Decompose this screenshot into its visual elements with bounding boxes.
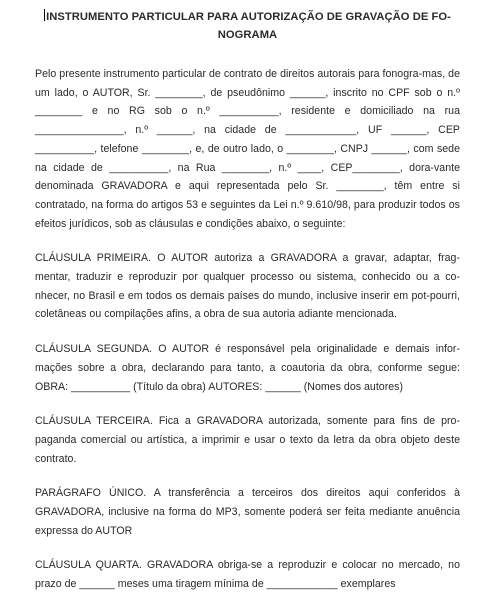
text-cursor bbox=[44, 9, 45, 21]
paragraph-clausula-terceira: CLÁUSULA TERCEIRA. Fica a GRAVADORA autorizada, somente para fins de pro-paganda comercial ou artística, a imprimir e usar o texto da letra da obra objeto deste contrato. bbox=[35, 415, 460, 465]
paragraph-clausula-primeira: CLÁUSULA PRIMEIRA. O AUTOR autoriza a GRAVADORA a gravar, adaptar, frag-mentar, traduzir e reproduzir por qualquer processo ou sistema, conhecido ou a co-nhecer, no Brasil e em todos os demais países do mundo, inclusive inserir em pot-pourri, coletâneas ou compilações afins, a obra de sua autoria adiante mencionada. bbox=[35, 252, 460, 321]
paragraph-clausula-segunda: CLÁUSULA SEGUNDA. O AUTOR é responsável pela originalidade e demais infor-mações sobre a obra, declarando para tanto, a coautoria da obra, conforme segue: OBRA: __________ (Título da obra) AUTORES: ______ (Nomes dos autores) bbox=[35, 343, 460, 393]
document-title-text: INSTRUMENTO PARTICULAR PARA AUTORIZAÇÃO DE GRAVAÇÃO DE FO-NOGRAMA bbox=[46, 11, 451, 41]
document-page bbox=[35, 8, 460, 610]
paragraph-paragrafo-unico: PARÁGRAFO ÚNICO. A transferência a terceiros dos direitos aqui conferidos à GRAVADORA, inclusive na forma do MP3, somente poderá ser feita mediante anuência expressa do AUTOR bbox=[35, 487, 460, 537]
paragraph-clausula-quarta: CLÁUSULA QUARTA. GRAVADORA obriga-se a reproduzir e colocar no mercado, no prazo de ______ meses uma tiragem mínima de ____________ exemplares bbox=[35, 559, 460, 591]
document-title bbox=[35, 8, 460, 44]
paragraph-preamble: Pelo presente instrumento particular de contrato de direitos autorais para fonogra-mas, de um lado, o AUTOR, Sr. ________, de pseudônimo ______, inscrito no CPF sob o n.º ________ e no RG sob o n.º __________, residente e domiciliado na rua _______________, n.º ______, na cidade de ____________, UF ______, CEP __________, telefone ________, e, de outro lado, o ________, CNPJ ______, com sede na cidade de __________, na Rua ________, n.º ____, CEP________, dora-vante denominada GRAVADORA e aqui representada pelo Sr. ________, têm entre si contratado, na forma do artigos 53 e seguintes da Lei n.º 9.610/98, para produzir todos os efeitos jurídicos, sob as cláusulas e condições abaixo, o seguinte: bbox=[35, 68, 460, 230]
